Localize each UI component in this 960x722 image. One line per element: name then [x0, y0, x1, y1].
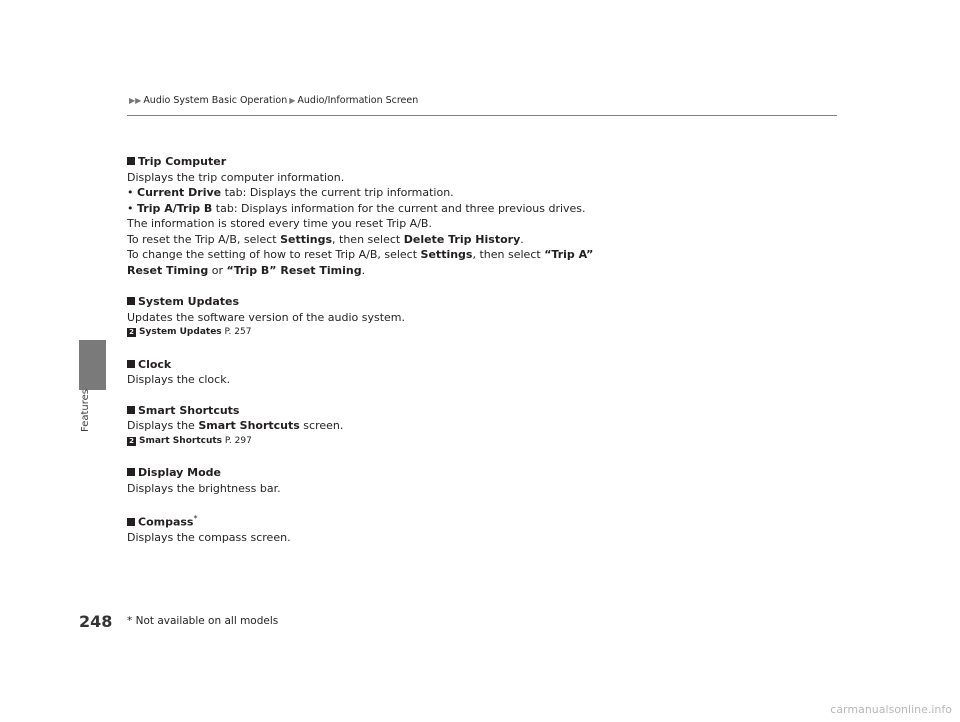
cross-reference-link[interactable]	[127, 434, 827, 450]
text: To reset the Trip A/B, select	[127, 232, 281, 246]
paragraph: Displays the brightness bar.	[127, 481, 281, 495]
heading-text: Clock	[138, 357, 172, 371]
tab-name: Trip A/Trip B	[137, 201, 213, 215]
list-item: • Trip A/Trip B tab: Displays information for the current and three previous drives.	[127, 201, 586, 215]
breadcrumb-arrow-icon: ▶▶	[129, 96, 142, 105]
page-number: 248	[79, 612, 113, 631]
section-heading	[127, 294, 827, 310]
trip-b-reset-timing-term: “Trip B” Reset Timing	[226, 263, 362, 277]
reference-icon: 2	[127, 328, 136, 337]
tab-name: Current Drive	[137, 186, 222, 199]
text: , then select	[332, 232, 404, 246]
ref-label: Smart Shortcuts	[139, 435, 223, 446]
breadcrumb	[127, 95, 418, 106]
reset-timing-term: Reset Timing	[127, 263, 209, 277]
text: .	[361, 263, 366, 277]
page-content	[127, 154, 827, 546]
list-item: • Current Drive tab: Displays the current trip information.	[127, 186, 454, 199]
paragraph	[127, 247, 827, 263]
paragraph: Displays the compass screen.	[127, 531, 291, 545]
text: To change the setting of how to reset Trip A/B, select	[127, 248, 421, 261]
settings-term: Settings	[280, 232, 333, 246]
text: Displays the	[127, 419, 199, 432]
breadcrumb-arrow-icon: ▶	[289, 96, 296, 105]
heading-text: Display Mode	[138, 466, 222, 479]
paragraph: The information is stored every time you reset Trip A/B.	[127, 217, 432, 230]
paragraph: Displays the clock.	[127, 373, 231, 386]
heading-text: Compass	[138, 515, 194, 529]
square-bullet-icon	[127, 360, 135, 368]
section-heading	[127, 154, 827, 170]
paragraph	[127, 418, 827, 434]
cross-reference-link[interactable]	[127, 325, 827, 341]
section-heading	[127, 357, 827, 373]
ref-page: P. 257	[221, 327, 252, 337]
heading-text: Trip Computer	[138, 155, 227, 168]
text: .	[520, 232, 524, 246]
reference-icon: 2	[127, 437, 136, 446]
square-bullet-icon	[127, 157, 135, 165]
square-bullet-icon	[127, 406, 135, 414]
square-bullet-icon	[127, 518, 135, 526]
settings-term: Settings	[420, 248, 473, 261]
text: , then select	[472, 248, 545, 261]
section-heading	[127, 465, 827, 481]
breadcrumb-part1[interactable]: Audio System Basic Operation	[143, 95, 288, 106]
footnote-mark: *	[193, 514, 198, 523]
paragraph: Updates the software version of the audio system.	[127, 310, 406, 324]
paragraph: Displays the trip computer information.	[127, 170, 345, 184]
list-text: tab: Displays the current trip information.	[221, 186, 454, 199]
side-tab-label: Features	[80, 389, 91, 432]
trip-a-term: “Trip A”	[544, 248, 594, 261]
watermark: carmanualsonline.info	[830, 703, 952, 716]
text: or	[208, 263, 227, 277]
paragraph	[127, 232, 827, 248]
ref-page: P. 297	[222, 435, 252, 446]
section-heading	[127, 403, 827, 419]
section-heading	[127, 511, 827, 530]
ref-label: System Updates	[139, 327, 222, 337]
smart-shortcuts-term: Smart Shortcuts	[198, 419, 300, 432]
heading-text: System Updates	[138, 295, 240, 308]
text: screen.	[299, 419, 344, 432]
delete-trip-history-term: Delete Trip History	[403, 232, 521, 246]
header-rule	[127, 115, 837, 116]
heading-text: Smart Shortcuts	[138, 403, 240, 417]
square-bullet-icon	[127, 468, 135, 476]
footnote: * Not available on all models	[127, 615, 279, 627]
square-bullet-icon	[127, 297, 135, 305]
list-text: tab: Displays information for the current and three previous drives.	[212, 201, 586, 215]
paragraph	[127, 263, 827, 279]
breadcrumb-part2[interactable]: Audio/Information Screen	[297, 95, 419, 106]
